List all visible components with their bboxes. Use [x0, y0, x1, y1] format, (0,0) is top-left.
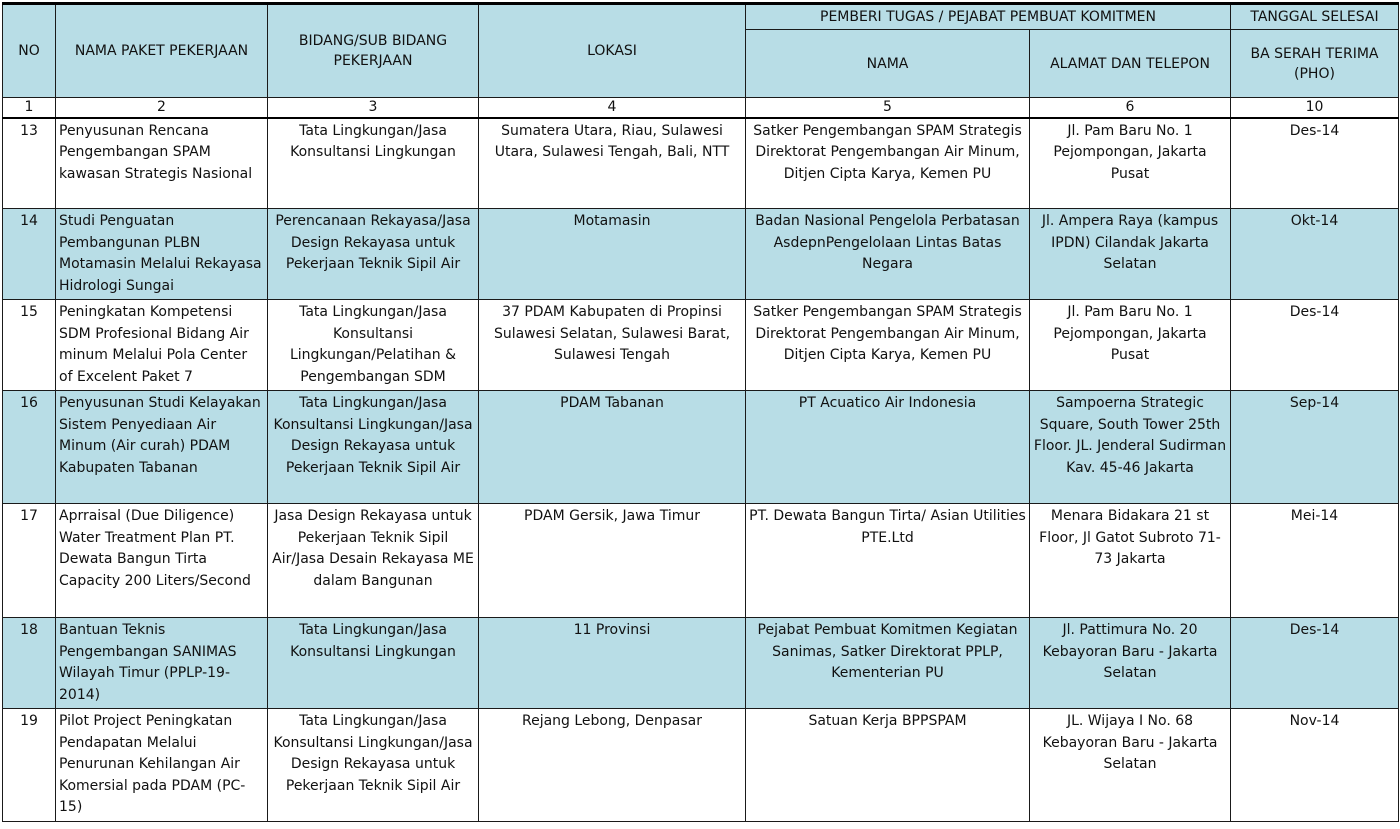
cell-tanggal: Okt-14 [1231, 209, 1399, 300]
header-pemberi-tugas: PEMBERI TUGAS / PEJABAT PEMBUAT KOMITMEN [746, 4, 1231, 30]
column-number: 3 [268, 98, 479, 118]
project-table [2, 2, 1399, 822]
column-number: 10 [1231, 98, 1399, 118]
cell-paket: Bantuan Teknis Pengembangan SANIMAS Wilayah Timur (PPLP-19-2014) [56, 618, 268, 709]
cell-no: 13 [3, 118, 56, 209]
cell-bidang: Perencanaan Rekayasa/Jasa Design Rekayasa untuk Pekerjaan Teknik Sipil Air [268, 209, 479, 300]
cell-no: 17 [3, 504, 56, 618]
column-number: 4 [479, 98, 746, 118]
cell-no: 14 [3, 209, 56, 300]
cell-lokasi: PDAM Gersik, Jawa Timur [479, 504, 746, 618]
cell-bidang: Tata Lingkungan/Jasa Konsultansi Lingkungan/Pelatihan & Pengembangan SDM [268, 300, 479, 391]
cell-paket: Studi Penguatan Pembangunan PLBN Motamasin Melalui Rekayasa Hidrologi Sungai [56, 209, 268, 300]
header-tanggal-selesai: TANGGAL SELESAI [1231, 4, 1399, 30]
cell-nama: Satuan Kerja BPPSPAM [746, 709, 1030, 822]
header-no: NO [3, 4, 56, 98]
cell-tanggal: Mei-14 [1231, 504, 1399, 618]
cell-tanggal: Des-14 [1231, 300, 1399, 391]
cell-lokasi: Motamasin [479, 209, 746, 300]
header-paket: NAMA PAKET PEKERJAAN [56, 4, 268, 98]
cell-alamat: Jl. Pam Baru No. 1 Pejompongan, Jakarta Pusat [1030, 300, 1231, 391]
header-alamat: ALAMAT DAN TELEPON [1030, 30, 1231, 98]
cell-no: 15 [3, 300, 56, 391]
cell-bidang: Tata Lingkungan/Jasa Konsultansi Lingkungan [268, 618, 479, 709]
table-row [3, 391, 1399, 504]
cell-tanggal: Sep-14 [1231, 391, 1399, 504]
table-row [3, 118, 1399, 209]
cell-nama: Badan Nasional Pengelola Perbatasan AsdepnPengelolaan Lintas Batas Negara [746, 209, 1030, 300]
cell-nama: Satker Pengembangan SPAM Strategis Direktorat Pengembangan Air Minum, Ditjen Cipta Karya, Kemen PU [746, 118, 1030, 209]
cell-lokasi: PDAM Tabanan [479, 391, 746, 504]
cell-bidang: Jasa Design Rekayasa untuk Pekerjaan Teknik Sipil Air/Jasa Desain Rekayasa ME dalam Bangunan [268, 504, 479, 618]
cell-paket: Penyusunan Studi Kelayakan Sistem Penyediaan Air Minum (Air curah) PDAM Kabupaten Tabanan [56, 391, 268, 504]
cell-lokasi: Sumatera Utara, Riau, Sulawesi Utara, Sulawesi Tengah, Bali, NTT [479, 118, 746, 209]
cell-paket: Aprraisal (Due Diligence) Water Treatment Plan PT. Dewata Bangun Tirta Capacity 200 Liters/Second [56, 504, 268, 618]
cell-alamat: Jl. Ampera Raya (kampus IPDN) Cilandak Jakarta Selatan [1030, 209, 1231, 300]
cell-nama: PT Acuatico Air Indonesia [746, 391, 1030, 504]
cell-no: 16 [3, 391, 56, 504]
column-number: 6 [1030, 98, 1231, 118]
cell-tanggal: Des-14 [1231, 118, 1399, 209]
cell-alamat: Sampoerna Strategic Square, South Tower 25th Floor. JL. Jenderal Sudirman Kav. 45-46 Jakarta [1030, 391, 1231, 504]
cell-paket: Peningkatan Kompetensi SDM Profesional Bidang Air minum Melalui Pola Center of Excelent Paket 7 [56, 300, 268, 391]
cell-lokasi: Rejang Lebong, Denpasar [479, 709, 746, 822]
header-bidang: BIDANG/SUB BIDANG PEKERJAAN [268, 4, 479, 98]
cell-alamat: Jl. Pam Baru No. 1 Pejompongan, Jakarta Pusat [1030, 118, 1231, 209]
cell-tanggal: Nov-14 [1231, 709, 1399, 822]
cell-no: 19 [3, 709, 56, 822]
table-row [3, 209, 1399, 300]
cell-tanggal: Des-14 [1231, 618, 1399, 709]
cell-nama: Pejabat Pembuat Komitmen Kegiatan Sanimas, Satker Direktorat PPLP, Kementerian PU [746, 618, 1030, 709]
cell-bidang: Tata Lingkungan/Jasa Konsultansi Lingkungan/Jasa Design Rekayasa untuk Pekerjaan Teknik Sipil Air [268, 709, 479, 822]
cell-paket: Pilot Project Peningkatan Pendapatan Melalui Penurunan Kehilangan Air Komersial pada PDAM (PC-15) [56, 709, 268, 822]
table-row [3, 709, 1399, 822]
column-number: 1 [3, 98, 56, 118]
header-nama: NAMA [746, 30, 1030, 98]
cell-paket: Penyusunan Rencana Pengembangan SPAM kawasan Strategis Nasional [56, 118, 268, 209]
table-row [3, 618, 1399, 709]
cell-alamat: JL. Wijaya I No. 68 Kebayoran Baru - Jakarta Selatan [1030, 709, 1231, 822]
table-row [3, 504, 1399, 618]
table-row [3, 300, 1399, 391]
cell-no: 18 [3, 618, 56, 709]
cell-nama: PT. Dewata Bangun Tirta/ Asian Utilities PTE.Ltd [746, 504, 1030, 618]
cell-nama: Satker Pengembangan SPAM Strategis Direktorat Pengembangan Air Minum, Ditjen Cipta Karya, Kemen PU [746, 300, 1030, 391]
column-number: 5 [746, 98, 1030, 118]
cell-alamat: Menara Bidakara 21 st Floor, Jl Gatot Subroto 71-73 Jakarta [1030, 504, 1231, 618]
header-lokasi: LOKASI [479, 4, 746, 98]
cell-lokasi: 37 PDAM Kabupaten di Propinsi Sulawesi Selatan, Sulawesi Barat, Sulawesi Tengah [479, 300, 746, 391]
cell-lokasi: 11 Provinsi [479, 618, 746, 709]
column-number: 2 [56, 98, 268, 118]
cell-alamat: Jl. Pattimura No. 20 Kebayoran Baru - Jakarta Selatan [1030, 618, 1231, 709]
cell-bidang: Tata Lingkungan/Jasa Konsultansi Lingkungan [268, 118, 479, 209]
header-ba-serah: BA SERAH TERIMA (PHO) [1231, 30, 1399, 98]
cell-bidang: Tata Lingkungan/Jasa Konsultansi Lingkungan/Jasa Design Rekayasa untuk Pekerjaan Teknik Sipil Air [268, 391, 479, 504]
